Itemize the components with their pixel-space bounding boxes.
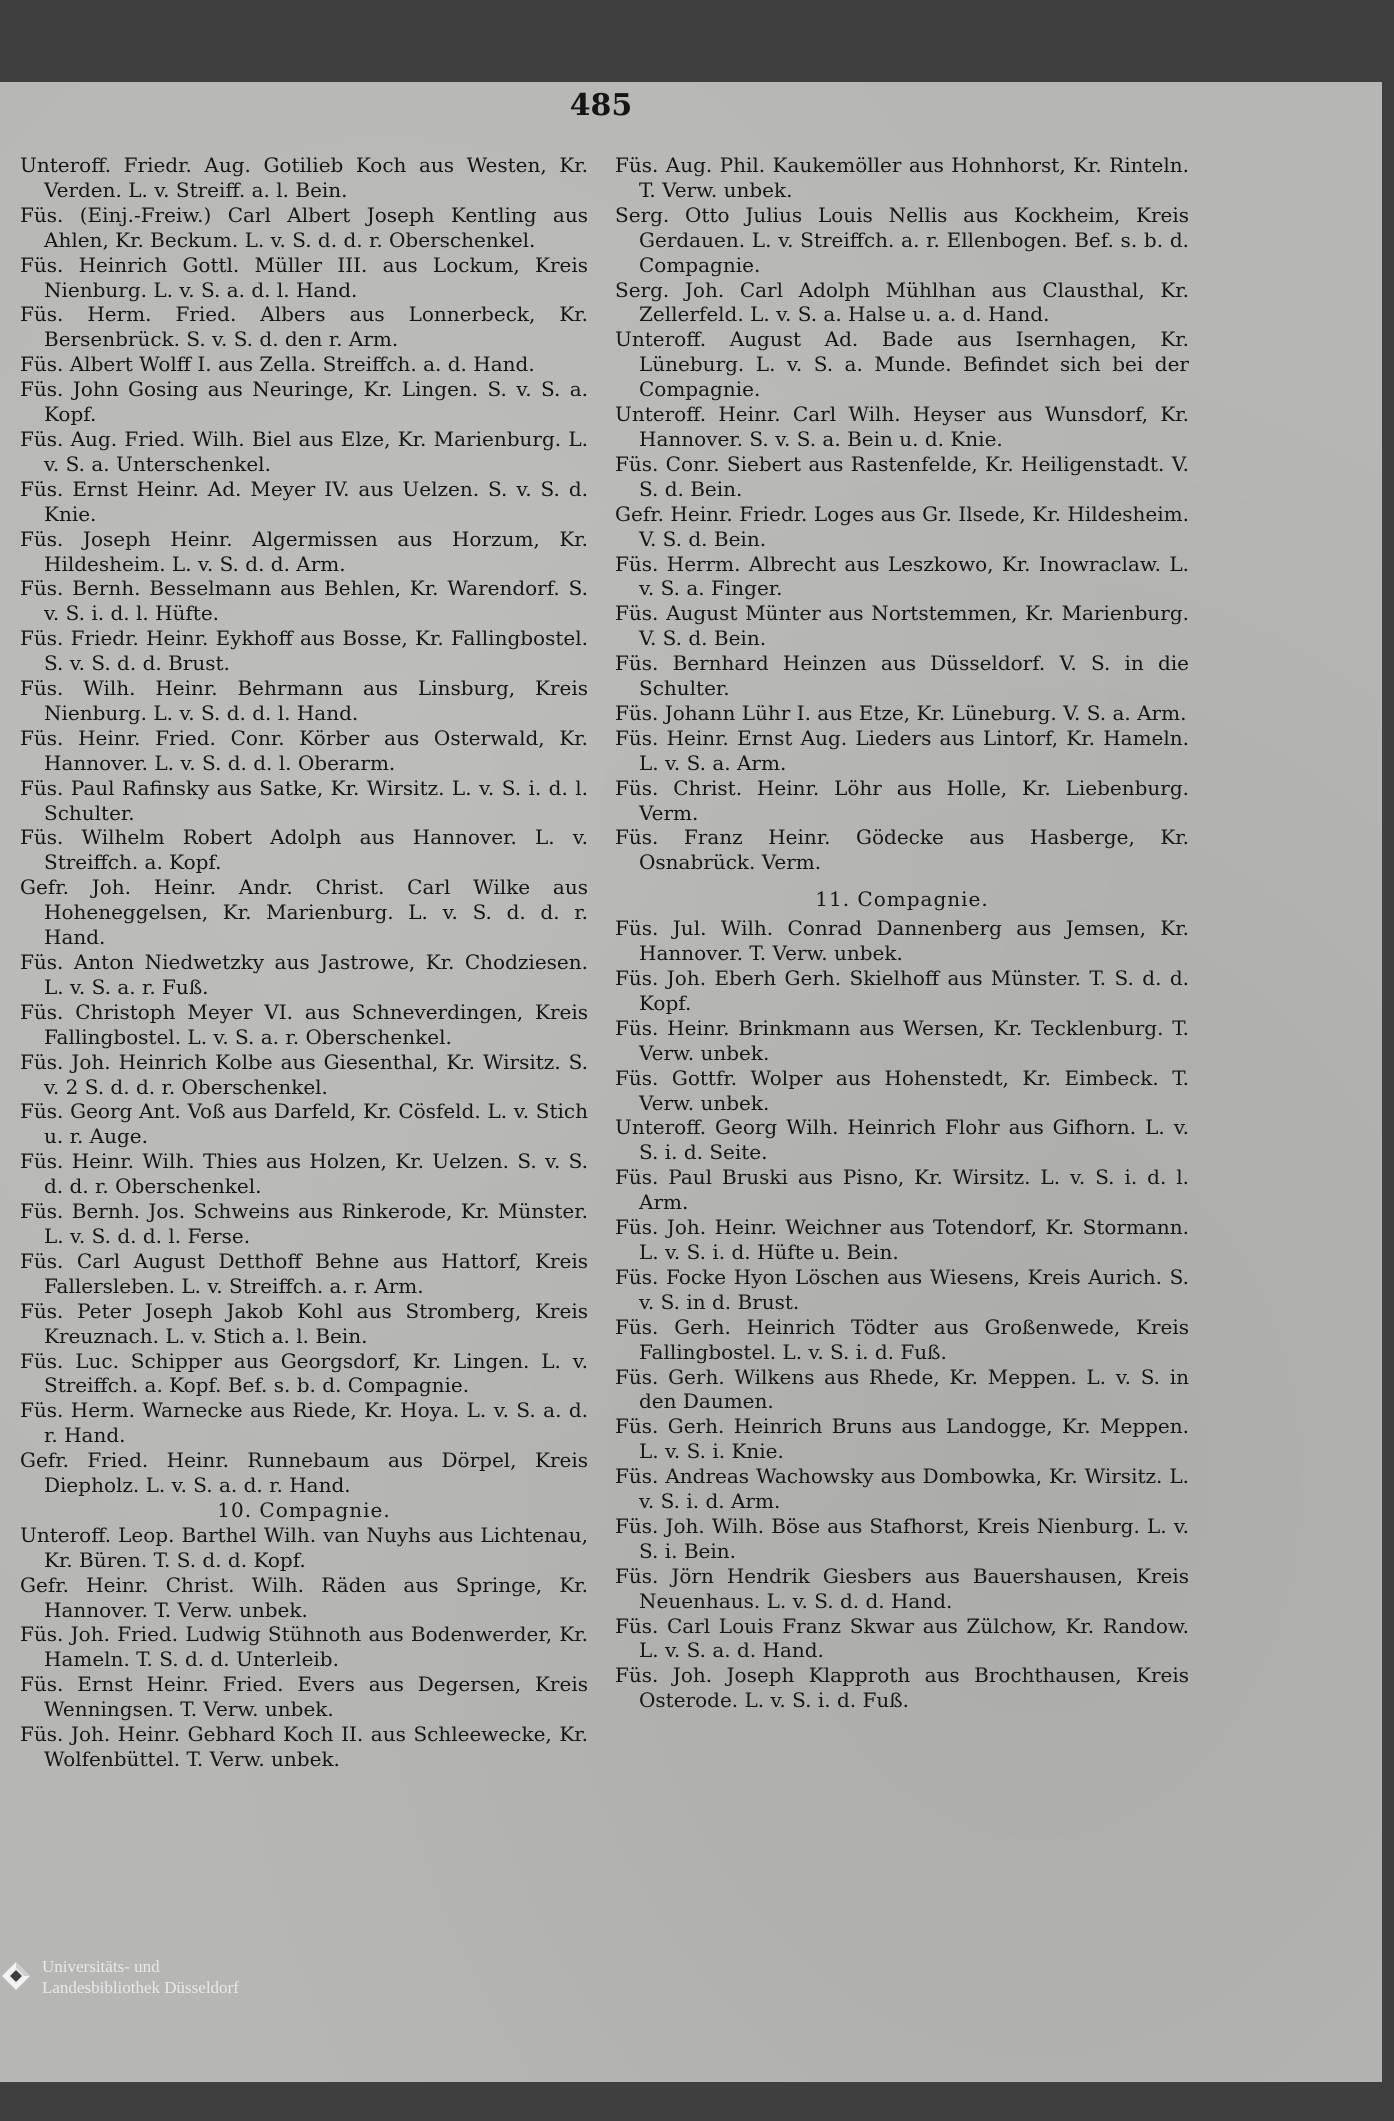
casualty-entry: Füs. Gerh. Wilkens aus Rhede, Kr. Meppen. L. v. S. in den Daumen. xyxy=(615,1364,1189,1414)
casualty-entry: Füs. Gerh. Heinrich Tödter aus Großenwede, Kreis Fallingbostel. L. v. S. i. d. Fuß. xyxy=(615,1314,1189,1364)
casualty-entry: Füs. Andreas Wachowsky aus Dombowka, Kr. Wirsitz. L. v. S. i. d. Arm. xyxy=(615,1464,1189,1514)
casualty-entry: Füs. (Einj.-Freiw.) Carl Albert Joseph Kentling aus Ahlen, Kr. Beckum. L. v. S. d. d. r. Oberschenkel. xyxy=(20,202,588,252)
casualty-entry: Füs. Ernst Heinr. Fried. Evers aus Degersen, Kreis Wenningsen. T. Verw. unbek. xyxy=(20,1672,588,1722)
library-logo-icon xyxy=(0,1956,36,1996)
casualty-entry: Füs. Georg Ant. Voß aus Darfeld, Kr. Cösfeld. L. v. Stich u. r. Auge. xyxy=(20,1099,588,1149)
right-column xyxy=(615,153,1189,1713)
casualty-entry: Füs. Peter Joseph Jakob Kohl aus Stromberg, Kreis Kreuznach. L. v. Stich a. l. Bein. xyxy=(20,1298,588,1348)
casualty-entry: Füs. Heinr. Ernst Aug. Lieders aus Lintorf, Kr. Hameln. L. v. S. a. Arm. xyxy=(615,725,1189,775)
casualty-entry: Füs. Herm. Warnecke aus Riede, Kr. Hoya. L. v. S. a. d. r. Hand. xyxy=(20,1398,588,1448)
casualty-entry: Füs. Joh. Wilh. Böse aus Stafhorst, Kreis Nienburg. L. v. S. i. Bein. xyxy=(615,1513,1189,1563)
left-column xyxy=(20,153,588,1772)
casualty-entry: Füs. Joh. Heinrich Kolbe aus Giesenthal, Kr. Wirsitz. S. v. 2 S. d. d. r. Oberschenkel. xyxy=(20,1049,588,1099)
casualty-entry: Füs. Luc. Schipper aus Georgsdorf, Kr. Lingen. L. v. Streiffch. a. Kopf. Bef. s. b. d. Compagnie. xyxy=(20,1348,588,1398)
section-heading: 10. Compagnie. xyxy=(217,1497,391,1522)
casualty-entry: Füs. Jul. Wilh. Conrad Dannenberg aus Jemsen, Kr. Hannover. T. Verw. unbek. xyxy=(615,916,1189,966)
casualty-entry: Füs. August Münter aus Nortstemmen, Kr. Marienburg. V. S. d. Bein. xyxy=(615,601,1189,651)
page-number: 485 xyxy=(569,88,633,123)
casualty-entry: Füs. Joh. Heinr. Weichner aus Totendorf, Kr. Stormann. L. v. S. i. d. Hüfte u. Bein. xyxy=(615,1215,1189,1264)
casualty-entry: Füs. Ernst Heinr. Ad. Meyer IV. aus Uelzen. S. v. S. d. Knie. xyxy=(20,476,588,526)
library-credit xyxy=(42,1956,239,1998)
casualty-entry: Füs. Conr. Siebert aus Rastenfelde, Kr. Heiligenstadt. V. S. d. Bein. xyxy=(615,451,1189,501)
section-heading: 11. Compagnie. xyxy=(815,887,989,912)
casualty-entry: Füs. Aug. Fried. Wilh. Biel aus Elze, Kr. Marienburg. L. v. S. a. Unterschenkel. xyxy=(20,426,588,476)
casualty-entry: Füs. Paul Rafinsky aus Satke, Kr. Wirsitz. L. v. S. i. d. l. Schulter. xyxy=(20,775,588,825)
casualty-entry: Füs. John Gosing aus Neuringe, Kr. Lingen. S. v. S. a. Kopf. xyxy=(20,377,588,427)
casualty-entry: Füs. Bernh. Jos. Schweins aus Rinkerode, Kr. Münster. L. v. S. d. d. l. Ferse. xyxy=(20,1199,588,1248)
casualty-entry: Füs. Heinrich Gottl. Müller III. aus Lockum, Kreis Nienburg. L. v. S. a. d. l. Hand. xyxy=(20,252,588,302)
casualty-entry: Füs. Christoph Meyer VI. aus Schneverdingen, Kreis Fallingbostel. L. v. S. a. r. Oberschenkel. xyxy=(20,999,588,1049)
casualty-entry: Füs. Herm. Fried. Albers aus Lonnerbeck, Kr. Bersenbrück. S. v. S. d. den r. Arm. xyxy=(20,302,588,352)
casualty-entry: Füs. Anton Niedwetzky aus Jastrowe, Kr. Chodziesen. L. v. S. a. r. Fuß. xyxy=(20,950,588,999)
casualty-entry: Gefr. Heinr. Friedr. Loges aus Gr. Ilsede, Kr. Hildesheim. V. S. d. Bein. xyxy=(615,501,1189,551)
casualty-entry: Serg. Otto Julius Louis Nellis aus Kockheim, Kreis Gerdauen. L. v. Streiffch. a. r. Ellenbogen. Bef. s. b. d. Compagnie. xyxy=(615,202,1189,277)
casualty-entry: Gefr. Fried. Heinr. Runnebaum aus Dörpel, Kreis Diepholz. L. v. S. a. d. r. Hand. xyxy=(20,1448,588,1498)
casualty-entry: Füs. Christ. Heinr. Löhr aus Holle, Kr. Liebenburg. Verm. xyxy=(615,775,1189,825)
casualty-entry: Füs. Wilh. Heinr. Behrmann aus Linsburg, Kreis Nienburg. L. v. S. d. d. l. Hand. xyxy=(20,676,588,725)
casualty-entry: Füs. Gottfr. Wolper aus Hohenstedt, Kr. Eimbeck. T. Verw. unbek. xyxy=(615,1065,1189,1115)
casualty-entry: Füs. Joh. Joseph Klapproth aus Brochthausen, Kreis Osterode. L. v. S. i. d. Fuß. xyxy=(615,1663,1189,1713)
casualty-entry: Füs. Heinr. Brinkmann aus Wersen, Kr. Tecklenburg. T. Verw. unbek. xyxy=(615,1015,1189,1065)
casualty-entry: Unteroff. August Ad. Bade aus Isernhagen, Kr. Lüneburg. L. v. S. a. Munde. Befindet sich bei der Compagnie. xyxy=(615,327,1189,402)
library-credit-line-1: Universitäts- und xyxy=(42,1957,160,1976)
casualty-entry: Füs. Bernhard Heinzen aus Düsseldorf. V. S. in die Schulter. xyxy=(615,651,1189,701)
casualty-entry: Füs. Jörn Hendrik Giesbers aus Bauershausen, Kreis Neuenhaus. L. v. S. d. d. Hand. xyxy=(615,1563,1189,1613)
casualty-entry: Füs. Franz Heinr. Gödecke aus Hasberge, Kr. Osnabrück. Verm. xyxy=(615,825,1189,875)
casualty-entry: Füs. Focke Hyon Löschen aus Wiesens, Kreis Aurich. S. v. S. in d. Brust. xyxy=(615,1264,1189,1314)
casualty-entry: Füs. Albert Wolff I. aus Zella. Streiffch. a. d. Hand. xyxy=(20,352,535,377)
casualty-entry: Füs. Joh. Heinr. Gebhard Koch II. aus Schleewecke, Kr. Wolfenbüttel. T. Verw. unbek. xyxy=(20,1722,588,1771)
casualty-entry: Füs. Herrm. Albrecht aus Leszkowo, Kr. Inowraclaw. L. v. S. a. Finger. xyxy=(615,551,1189,601)
casualty-entry: Füs. Heinr. Wilh. Thies aus Holzen, Kr. Uelzen. S. v. S. d. d. r. Oberschenkel. xyxy=(20,1149,588,1199)
casualty-entry: Füs. Bernh. Besselmann aus Behlen, Kr. Warendorf. S. v. S. i. d. l. Hüfte. xyxy=(20,576,588,626)
library-credit-line-2: Landesbibliothek Düsseldorf xyxy=(42,1978,239,1997)
casualty-entry: Unteroff. Leop. Barthel Wilh. van Nuyhs aus Lichtenau, Kr. Büren. T. S. d. d. Kopf. xyxy=(20,1522,588,1572)
casualty-entry: Unteroff. Friedr. Aug. Gotilieb Koch aus Westen, Kr. Verden. L. v. Streiff. a. l. Bein. xyxy=(20,153,588,202)
casualty-entry: Füs. Joh. Eberh Gerh. Skielhoff aus Münster. T. S. d. d. Kopf. xyxy=(615,966,1189,1015)
casualty-entry: Füs. Gerh. Heinrich Bruns aus Landogge, Kr. Meppen. L. v. S. i. Knie. xyxy=(615,1414,1189,1464)
casualty-entry: Füs. Heinr. Fried. Conr. Körber aus Osterwald, Kr. Hannover. L. v. S. d. d. l. Oberarm. xyxy=(20,725,588,775)
casualty-entry: Unteroff. Georg Wilh. Heinrich Flohr aus Gifhorn. L. v. S. i. d. Seite. xyxy=(615,1115,1189,1165)
casualty-entry: Gefr. Heinr. Christ. Wilh. Räden aus Springe, Kr. Hannover. T. Verw. unbek. xyxy=(20,1572,588,1622)
casualty-entry: Unteroff. Heinr. Carl Wilh. Heyser aus Wunsdorf, Kr. Hannover. S. v. S. a. Bein u. d. Knie. xyxy=(615,402,1189,451)
casualty-entry: Füs. Carl Louis Franz Skwar aus Zülchow, Kr. Randow. L. v. S. a. d. Hand. xyxy=(615,1613,1189,1663)
casualty-entry: Füs. Joh. Fried. Ludwig Stühnoth aus Bodenwerder, Kr. Hameln. T. S. d. d. Unterleib. xyxy=(20,1622,588,1672)
casualty-entry: Füs. Aug. Phil. Kaukemöller aus Hohnhorst, Kr. Rinteln. T. Verw. unbek. xyxy=(615,153,1189,202)
casualty-entry: Füs. Wilhelm Robert Adolph aus Hannover. L. v. Streiffch. a. Kopf. xyxy=(20,825,588,875)
casualty-entry: Füs. Paul Bruski aus Pisno, Kr. Wirsitz. L. v. S. i. d. l. Arm. xyxy=(615,1165,1189,1215)
casualty-entry: Füs. Carl August Detthoff Behne aus Hattorf, Kreis Fallersleben. L. v. Streiffch. a. r. Arm. xyxy=(20,1248,588,1298)
casualty-entry: Gefr. Joh. Heinr. Andr. Christ. Carl Wilke aus Hoheneggelsen, Kr. Marienburg. L. v. S. d. d. r. Hand. xyxy=(20,875,588,950)
casualty-entry: Füs. Friedr. Heinr. Eykhoff aus Bosse, Kr. Fallingbostel. S. v. S. d. d. Brust. xyxy=(20,626,588,676)
casualty-entry: Füs. Joseph Heinr. Algermissen aus Horzum, Kr. Hildesheim. L. v. S. d. d. Arm. xyxy=(20,526,588,576)
casualty-entry: Serg. Joh. Carl Adolph Mühlhan aus Clausthal, Kr. Zellerfeld. L. v. S. a. Halse u. a. d. Hand. xyxy=(615,277,1189,327)
casualty-entry: Füs. Johann Lühr I. aus Etze, Kr. Lüneburg. V. S. a. Arm. xyxy=(615,700,1187,725)
